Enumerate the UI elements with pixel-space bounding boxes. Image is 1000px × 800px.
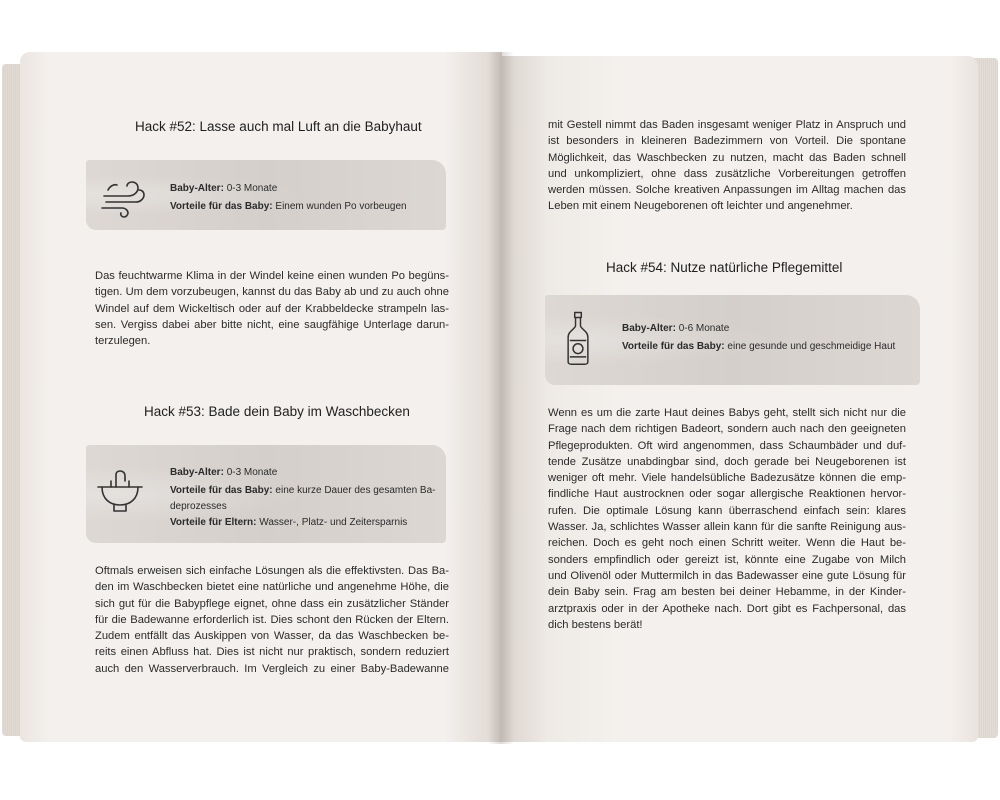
age-value: 0-6 Monate — [678, 323, 730, 334]
text-line: Wasser. Ja, schlichtes Wasser allein kann für die sanfte Reinigung aus- — [548, 521, 906, 534]
text-line: tigen. Um dem vorzubeugen, kannst du das Baby ab und zu auch ohne — [95, 286, 449, 299]
text-line: dich bestens berät! — [548, 618, 643, 631]
book-gutter — [488, 52, 514, 744]
hack-52-text — [95, 268, 449, 349]
parents-value: Wasser-, Platz- und Zeitersparnis — [259, 517, 408, 528]
benefit-label: Vorteile für das Baby: — [170, 485, 273, 496]
hack-54-text — [548, 405, 906, 633]
text-line: rufen. Die optimale Lösung kann überraschend einfach sein: klares — [548, 504, 906, 517]
text-line: Windel auf dem Wickeltisch oder auf der Krabbeldecke strampeln las- — [95, 302, 449, 315]
text-line: Frage nach dem richtigen Badeort, sondern auch nach den geeigneten — [548, 423, 906, 436]
hack-53-title: Hack #53: Bade dein Baby im Waschbecken — [144, 404, 410, 419]
hack-53-benefit-cont: deprozesses — [170, 501, 227, 512]
text-line: den im Waschbecken bietet eine natürliche und angenehme Höhe, die — [95, 581, 449, 594]
hack-54-benefit — [622, 341, 895, 352]
benefit-label: Vorteile für das Baby: — [622, 341, 725, 352]
text-line: sen. Vergiss dabei aber bitte nicht, eine saugfähige Unterlage darun- — [95, 318, 449, 331]
text-line: Oftmals erweisen sich einfache Lösungen als die effektivsten. Das Ba- — [95, 565, 449, 577]
text-line: sonders empfindlich oder gereizt ist, könnte eine Zugabe von Milch — [548, 553, 906, 566]
hack-53-infobox — [86, 445, 446, 543]
hack-52-title: Hack #52: Lasse auch mal Luft an die Babyhaut — [135, 119, 422, 134]
wind-icon — [92, 170, 148, 220]
text-line: ist besonders in kleineren Badezimmern von Vorteil. Die spontane — [548, 135, 906, 148]
text-line: Wenn es um die zarte Haut deines Babys geht, stellt sich nicht nur die — [548, 407, 906, 419]
hack-54-title: Hack #54: Nutze natürliche Pflegemittel — [606, 260, 843, 275]
text-line: Leben mit einem Neugeborenen oft leichter und angenehmer. — [548, 200, 853, 213]
text-line: Pflegeprodukten. Oft wird angenommen, dass Schaumbäder und duf- — [548, 439, 906, 452]
text-line: Möglichkeit, das Waschbecken zu nutzen, macht das Baden schnell — [548, 151, 906, 164]
hack-52-infobox — [86, 160, 446, 230]
age-label: Baby-Alter: — [170, 467, 224, 478]
hack-54-age — [622, 323, 729, 334]
text-line: arztpraxis oder in der Apotheke nach. Dort gibt es Fachpersonal, das — [548, 602, 906, 615]
benefit-value: Einem wunden Po vorbeugen — [275, 201, 407, 212]
text-line: und unkompliziert, ohne dass zusätzliche Vorbereitungen getroffen — [548, 167, 906, 180]
text-line: tende Zusätze unabdingbar sind, doch gerade bei Neugeborenen ist — [548, 455, 906, 468]
age-label: Baby-Alter: — [170, 183, 224, 194]
hack-53-text — [95, 563, 449, 677]
text-line: sich gut für die Babypflege eignet, ohne dass ein zusätzlicher Ständer — [95, 597, 449, 610]
benefit-value: eine kurze Dauer des gesamten Ba- — [275, 485, 436, 496]
age-value: 0-3 Monate — [226, 467, 278, 478]
hack-53-benefit — [170, 485, 436, 496]
age-label: Baby-Alter: — [622, 323, 676, 334]
sink-icon — [92, 467, 148, 517]
benefit-value: eine gesunde und geschmeidige Haut — [727, 341, 896, 352]
hack-52-age — [170, 183, 277, 194]
bottle-icon — [555, 305, 601, 371]
parents-label: Vorteile für Eltern: — [170, 517, 257, 528]
text-line: reits einen Abfluss hat. Dies ist nicht nur praktisch, sondern reduziert — [95, 646, 449, 659]
text-line: weniger oft mehr. Viele handelsübliche Badezusätze können die emp- — [548, 472, 906, 485]
text-line: Zudem entfällt das Auskippen von Wasser, da das Waschbecken be- — [95, 630, 449, 643]
hack-53-age — [170, 467, 277, 478]
text-line: auch den Wasserverbrauch. Im Vergleich zu einer Baby-Badewanne — [95, 662, 449, 675]
hack-53-continuation — [548, 117, 906, 215]
text-line: werden müssen. Solche kreativen Anpassungen im Alltag machen das — [548, 184, 906, 197]
text-line: für die Badewanne erforderlich ist. Dies schont den Rücken der Eltern. — [95, 613, 449, 626]
text-line: und Olivenöl oder Muttermilch in das Badewasser eine gute Lösung für — [548, 569, 906, 582]
text-line: terzulegen. — [95, 335, 151, 348]
hack-53-parents — [170, 517, 407, 528]
text-line: Das feuchtwarme Klima in der Windel keine einen wunden Po begüns- — [95, 270, 449, 282]
hack-54-infobox — [545, 295, 920, 385]
benefit-label: Vorteile für das Baby: — [170, 201, 273, 212]
hack-52-benefit — [170, 201, 407, 212]
text-line: mit Gestell nimmt das Baden insgesamt weniger Platz in Anspruch und — [548, 119, 906, 131]
text-line: dein Baby sein. Frag am besten bei deiner Hebamme, in der Kinder- — [548, 586, 906, 599]
age-value: 0-3 Monate — [226, 183, 278, 194]
text-line: reichen. Doch es geht noch einen Schritt weiter. Wenn die Haut be- — [548, 537, 906, 550]
text-line: findliche Haut austrocknen oder sogar allergische Reaktionen hervor- — [548, 488, 906, 501]
